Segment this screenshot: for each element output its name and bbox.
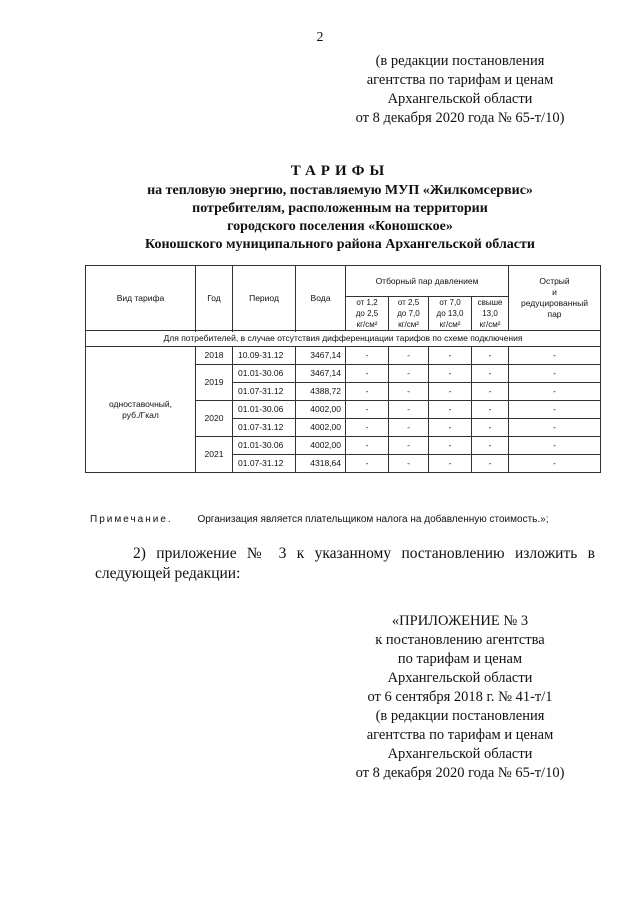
dash-cell: - bbox=[429, 419, 472, 437]
title-line: на тепловую энергию, поставляемую МУП «Жилкомсервис» bbox=[147, 183, 533, 198]
note-text: Организация является плательщиком налога на добавленную стоимость.»; bbox=[197, 514, 549, 525]
period-cell: 01.07-31.12 bbox=[233, 455, 296, 473]
header-water: Вода bbox=[296, 266, 346, 331]
dash-cell: - bbox=[509, 365, 601, 383]
dash-cell: - bbox=[389, 383, 429, 401]
appendix-line: по тарифам и ценам bbox=[397, 651, 523, 667]
appendix-line: от 6 сентября 2018 г. № 41-т/1 bbox=[367, 689, 553, 705]
year-cell: 2018 bbox=[196, 347, 233, 365]
dash-cell: - bbox=[389, 437, 429, 455]
dash-cell: - bbox=[346, 401, 389, 419]
dash-cell: - bbox=[509, 419, 601, 437]
dash-cell: - bbox=[429, 347, 472, 365]
appendix-header bbox=[330, 612, 590, 783]
tariff-type-cell: одноставочный, руб./Гкал bbox=[86, 347, 196, 473]
period-cell: 01.07-31.12 bbox=[233, 419, 296, 437]
year-cell: 2021 bbox=[196, 437, 233, 473]
year-cell: 2019 bbox=[196, 365, 233, 401]
period-cell: 01.01-30.06 bbox=[233, 437, 296, 455]
period-cell: 01.01-30.06 bbox=[233, 401, 296, 419]
appendix-line: «ПРИЛОЖЕНИЕ № 3 bbox=[391, 613, 529, 629]
dash-cell: - bbox=[472, 347, 509, 365]
document-title bbox=[70, 162, 610, 254]
header-period: Период bbox=[233, 266, 296, 331]
dash-cell: - bbox=[509, 437, 601, 455]
water-cell: 4002,00 bbox=[296, 419, 346, 437]
water-cell: 4002,00 bbox=[296, 437, 346, 455]
appendix-line: Архангельской области bbox=[387, 670, 533, 686]
table-row bbox=[86, 347, 601, 365]
title-line: Коношского муниципального района Архангельской области bbox=[145, 237, 535, 252]
appendix-line: Архангельской области bbox=[387, 746, 533, 762]
edition-line: (в редакции постановления bbox=[375, 53, 545, 69]
dash-cell: - bbox=[389, 347, 429, 365]
dash-cell: - bbox=[346, 419, 389, 437]
dash-cell: - bbox=[346, 455, 389, 473]
title-line: потребителям, расположенным на территории bbox=[192, 201, 488, 216]
dash-cell: - bbox=[472, 437, 509, 455]
tariff-table bbox=[85, 265, 601, 473]
page-number: 2 bbox=[316, 30, 324, 45]
period-cell: 01.01-30.06 bbox=[233, 365, 296, 383]
dash-cell: - bbox=[509, 347, 601, 365]
header-steam-2: от 2,5 до 7,0 кг/см² bbox=[389, 297, 429, 331]
dash-cell: - bbox=[509, 455, 601, 473]
dash-cell: - bbox=[509, 401, 601, 419]
dash-cell: - bbox=[472, 455, 509, 473]
title-line: городского поселения «Коношское» bbox=[227, 219, 453, 234]
header-steam-3: от 7,0 до 13,0 кг/см² bbox=[429, 297, 472, 331]
year-cell: 2020 bbox=[196, 401, 233, 437]
header-year: Год bbox=[196, 266, 233, 331]
header-tariff-type: Вид тарифа bbox=[86, 266, 196, 331]
dash-cell: - bbox=[429, 383, 472, 401]
dash-cell: - bbox=[472, 365, 509, 383]
dash-cell: - bbox=[429, 365, 472, 383]
dash-cell: - bbox=[389, 401, 429, 419]
appendix-line: (в редакции постановления bbox=[375, 708, 545, 724]
header-acute-steam: Острый и редуцированный пар bbox=[509, 266, 601, 331]
dash-cell: - bbox=[346, 347, 389, 365]
header-steam-1: от 1,2 до 2,5 кг/см² bbox=[346, 297, 389, 331]
edition-line: агентства по тарифам и ценам bbox=[366, 72, 554, 88]
table-note bbox=[90, 514, 630, 525]
table-subheader: Для потребителей, в случае отсутствия дифференциации тарифов по схеме подключения bbox=[86, 331, 601, 347]
header-steam-group: Отборный пар давлением bbox=[346, 266, 509, 297]
note-label: Примечание. bbox=[90, 514, 173, 525]
period-cell: 10.09-31.12 bbox=[233, 347, 296, 365]
dash-cell: - bbox=[389, 455, 429, 473]
dash-cell: - bbox=[472, 419, 509, 437]
water-cell: 4002,00 bbox=[296, 401, 346, 419]
body-paragraph bbox=[95, 544, 595, 584]
dash-cell: - bbox=[389, 419, 429, 437]
dash-cell: - bbox=[472, 383, 509, 401]
dash-cell: - bbox=[346, 383, 389, 401]
dash-cell: - bbox=[429, 455, 472, 473]
dash-cell: - bbox=[389, 365, 429, 383]
edition-line: от 8 декабря 2020 года № 65-т/10) bbox=[355, 110, 565, 126]
water-cell: 4388,72 bbox=[296, 383, 346, 401]
dash-cell: - bbox=[346, 365, 389, 383]
dash-cell: - bbox=[429, 437, 472, 455]
appendix-line: агентства по тарифам и ценам bbox=[366, 727, 554, 743]
period-cell: 01.07-31.12 bbox=[233, 383, 296, 401]
appendix-line: от 8 декабря 2020 года № 65-т/10) bbox=[355, 765, 565, 781]
water-cell: 3467,14 bbox=[296, 347, 346, 365]
body-text: 2) приложение № 3 к указанному постановлению изложить в следующей редакции: bbox=[95, 545, 595, 582]
title-main: ТАРИФЫ bbox=[290, 163, 390, 179]
water-cell: 3467,14 bbox=[296, 365, 346, 383]
edition-note bbox=[330, 52, 590, 128]
dash-cell: - bbox=[346, 437, 389, 455]
edition-line: Архангельской области bbox=[387, 91, 533, 107]
water-cell: 4318,64 bbox=[296, 455, 346, 473]
dash-cell: - bbox=[472, 401, 509, 419]
appendix-line: к постановлению агентства bbox=[375, 632, 545, 648]
header-steam-4: свыше 13,0 кг/см² bbox=[472, 297, 509, 331]
dash-cell: - bbox=[509, 383, 601, 401]
dash-cell: - bbox=[429, 401, 472, 419]
